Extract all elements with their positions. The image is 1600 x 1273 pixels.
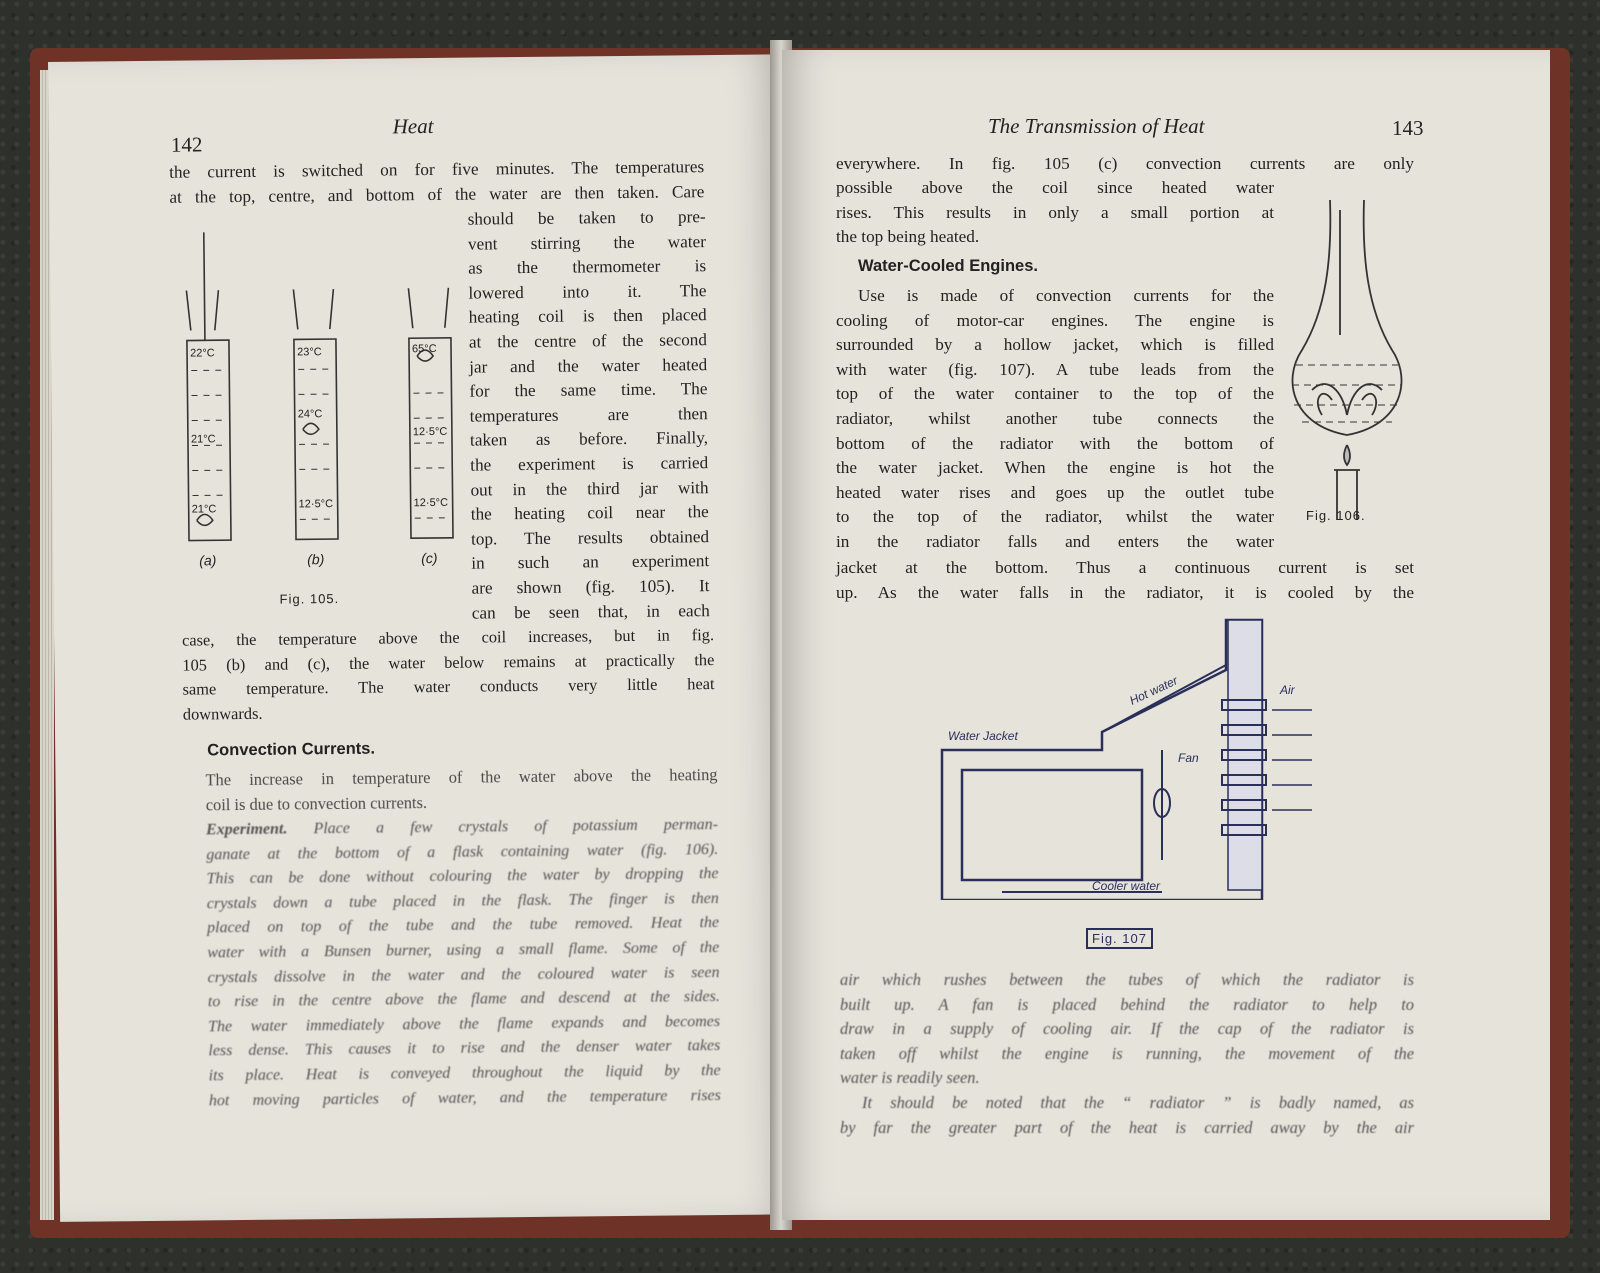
air-arrows xyxy=(1272,710,1312,810)
text-line: coil is due to convection currents. xyxy=(205,792,428,814)
temp-label: 12·5°C xyxy=(413,496,449,510)
text-line: to the top of the radiator, whilst the water xyxy=(836,507,1274,527)
text-line: for the same time. The xyxy=(469,379,708,401)
left-running-head: Heat xyxy=(392,113,434,139)
temp-label: 22°C xyxy=(189,347,215,360)
left-page xyxy=(48,54,790,1222)
text-line: in the radiator falls and enters the water xyxy=(836,531,1274,551)
figure-107-radiator xyxy=(932,610,1322,900)
text-line: possible above the coil since heated water xyxy=(836,178,1274,197)
text-line: lowered into it. The xyxy=(468,280,707,303)
text-line: with water (fig. 107). A tube leads from the xyxy=(836,359,1274,379)
text-line: the current is switched on for five minutes. The temperatures xyxy=(169,157,705,182)
text-line: heated water rises and goes up the outlet tube xyxy=(836,482,1274,502)
text-line: case, the temperature above the coil increases, but in fig. xyxy=(181,625,715,650)
label-hot-water: Hot water xyxy=(1127,673,1180,708)
temp-label: 23°C xyxy=(296,346,322,359)
jar-a xyxy=(186,232,231,540)
text-line: its place. Heat is conveyed throughout the liquid by the xyxy=(208,1061,721,1085)
temp-label: 21°C xyxy=(190,433,216,446)
text-line: rises. This results in only a small portion at xyxy=(836,202,1274,222)
text-line: crystals down a tube placed in the flask. The finger is then xyxy=(206,889,719,913)
figure-106-flask xyxy=(1282,200,1412,520)
text-line: This can be done without colouring the water by dropping the xyxy=(206,865,719,888)
text-line: as the thermometer is xyxy=(468,256,707,278)
label-cooler-water: Cooler water xyxy=(1092,879,1161,893)
temp-label: 21°C xyxy=(191,503,217,516)
text-line: downwards. xyxy=(182,703,263,724)
text-line: crystals dissolve in the water and the coloured water is seen xyxy=(207,963,720,986)
convection-intro xyxy=(205,763,717,818)
experiment-label: Experiment. xyxy=(205,820,288,839)
text-line: air which rushes between the tubes of which the radiator is xyxy=(840,970,1414,989)
convection-heading: Convection Currents. xyxy=(207,739,376,760)
text-line: jacket at the bottom. Thus a continuous current is set xyxy=(836,558,1414,577)
fig-107-caption: Fig. 107 xyxy=(1086,928,1153,949)
left-column-text xyxy=(468,205,710,626)
flask-outline xyxy=(1292,200,1401,435)
text-line: 105 (b) and (c), the water below remains at practically the xyxy=(182,649,715,675)
text-line: The water immediately above the flame expands and becomes xyxy=(208,1012,721,1036)
text-line: in such an experiment xyxy=(471,551,710,573)
text-line: hot moving particles of water, and the temperature rises xyxy=(208,1086,721,1109)
text-line: temperatures are then xyxy=(469,403,708,426)
engine-block xyxy=(962,770,1142,880)
text-line: It should be noted that the “ radiator ” is badly named, as xyxy=(862,1092,1414,1112)
right-column-text xyxy=(836,176,1274,250)
text-line: ganate at the bottom of a flask containing water (fig. 106). xyxy=(206,840,719,863)
text-line: to rise in the centre above the flame and descend at the sides. xyxy=(207,988,720,1011)
subfig-label-b: (b) xyxy=(307,551,325,568)
text-line: the top being heated. xyxy=(836,227,980,247)
text-line: water with a Bunsen burner, using a small flame. Some of the xyxy=(207,938,720,962)
text-line: jar and the water heated xyxy=(469,354,708,377)
text-line: should be taken to pre- xyxy=(467,207,706,229)
fig-105-caption: Fig. 105. xyxy=(279,590,340,607)
right-page xyxy=(782,50,1550,1220)
text-line: Place a few crystals of potassium perman- xyxy=(313,816,719,838)
text-line: taken off whilst the engine is running, the movement of the xyxy=(840,1043,1414,1063)
text-line: less dense. This causes it to rise and the denser water takes xyxy=(208,1037,721,1060)
text-line: water is readily seen. xyxy=(840,1068,980,1088)
temp-label: 24°C xyxy=(297,408,323,421)
right-bottom-text xyxy=(840,968,1414,1140)
temp-label: 12·5°C xyxy=(412,425,448,439)
text-line: out in the third jar with xyxy=(470,477,709,500)
tubes xyxy=(186,290,218,330)
temp-label: 12·5°C xyxy=(298,498,334,511)
text-line: everywhere. In fig. 105 (c) convection currents are only xyxy=(836,154,1414,173)
text-line: by far the greater part of the heat is carried away by the air xyxy=(840,1117,1414,1137)
text-line: the heating coil near the xyxy=(470,502,709,524)
text-line: surrounded by a hollow jacket, which is filled xyxy=(836,335,1274,355)
text-line: the experiment is carried xyxy=(470,453,709,475)
label-fan: Fan xyxy=(1178,751,1199,765)
text-line: at the centre of the second xyxy=(468,330,708,352)
figure-105 xyxy=(168,228,472,611)
text-line: heating coil is then placed xyxy=(468,305,707,327)
radiator-core xyxy=(1228,620,1262,890)
text-line: at the top, centre, and bottom of the water are then taken. Care xyxy=(169,181,705,207)
text-line: can be seen that, in each xyxy=(471,600,710,623)
text-line: the water jacket. When the engine is hot the xyxy=(836,458,1274,478)
text-line: up. As the water falls in the radiator, it is cooled by the xyxy=(836,582,1414,602)
text-line: same temperature. The water conducts very little heat xyxy=(182,674,715,699)
text-line: bottom of the radiator with the bottom of xyxy=(836,433,1274,453)
text-line: vent stirring the water xyxy=(467,231,707,254)
right-top-line xyxy=(836,152,1414,177)
text-line: cooling of motor-car engines. The engine is xyxy=(836,310,1274,330)
right-running-head: The Transmission of Heat xyxy=(988,114,1205,138)
temp-label: 65°C xyxy=(411,342,437,356)
hot-water-pipe xyxy=(1102,665,1226,732)
subfig-label-a: (a) xyxy=(199,552,217,569)
water-cooled-text xyxy=(836,284,1274,555)
text-line: draw in a supply of cooling air. If the cap of the radiator is xyxy=(840,1019,1414,1039)
label-air: Air xyxy=(1280,683,1295,697)
right-full-text xyxy=(836,556,1414,605)
right-page-number: 143 xyxy=(1392,116,1424,140)
text-line: top of the water container to the top of the xyxy=(836,384,1274,404)
text-line: placed on top of the tube and the tube removed. Heat the xyxy=(206,914,720,937)
text-line: top. The results obtained xyxy=(470,526,710,549)
text-line: radiator, whilst another tube connects the xyxy=(836,408,1274,428)
flame xyxy=(1344,445,1350,465)
left-page-number: 142 xyxy=(170,132,203,157)
text-line: The increase in temperature of the water above the heating xyxy=(205,765,718,790)
text-line: built up. A fan is placed behind the radiator to help to xyxy=(840,994,1414,1014)
left-top-text xyxy=(169,155,704,210)
fig-106-caption: Fig. 106. xyxy=(1306,508,1366,523)
text-line: are shown (fig. 105). It xyxy=(471,576,710,598)
subfig-label-c: (c) xyxy=(421,549,438,567)
water-cooled-heading: Water-Cooled Engines. xyxy=(858,257,1038,275)
experiment-text xyxy=(206,813,721,1113)
text-line: taken as before. Finally, xyxy=(469,428,709,450)
left-full-text xyxy=(182,623,715,727)
label-water-jacket: Water Jacket xyxy=(948,729,1018,743)
text-line: Use is made of convection currents for the xyxy=(858,286,1274,305)
